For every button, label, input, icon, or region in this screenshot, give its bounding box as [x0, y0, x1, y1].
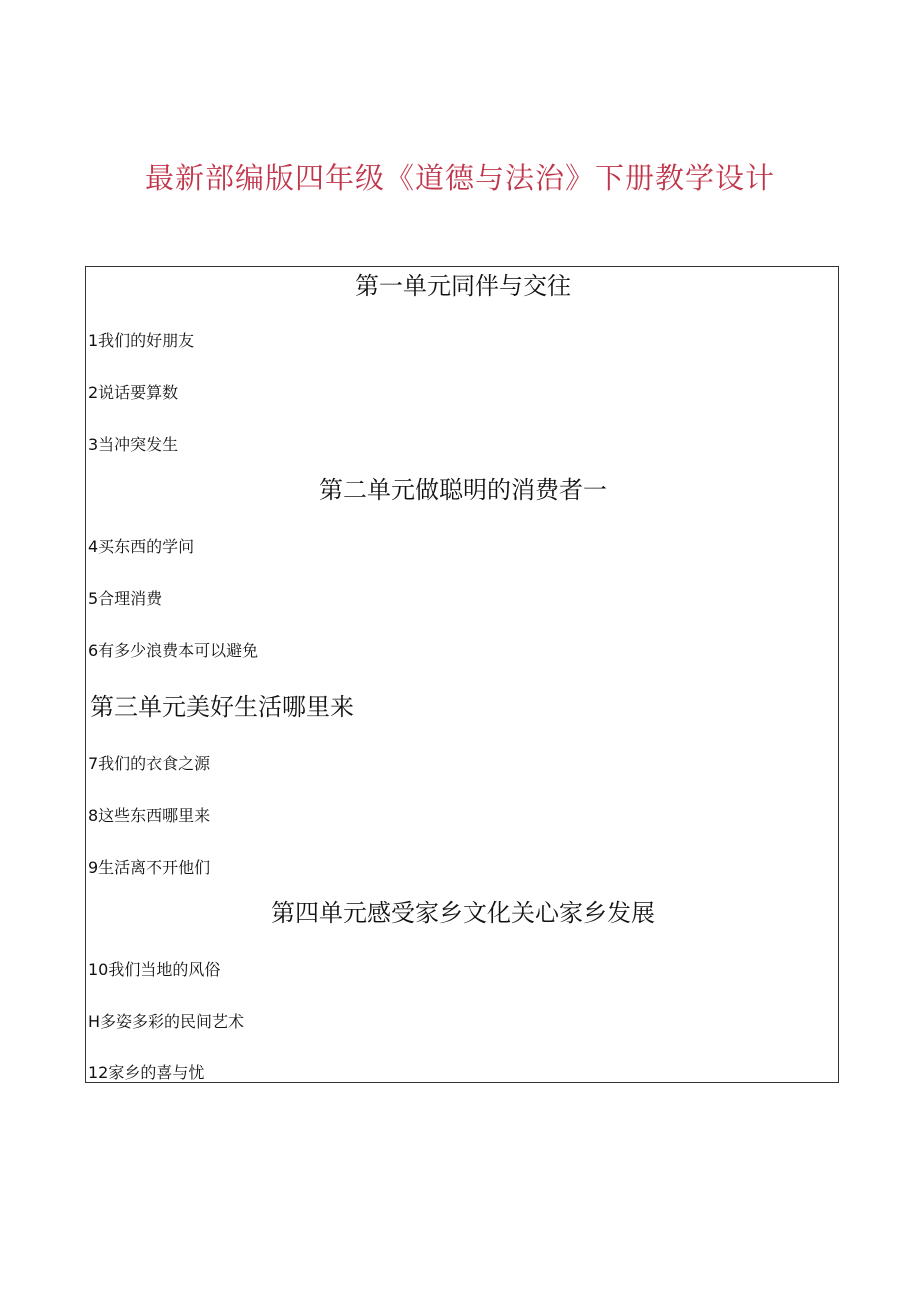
lesson-1: 1我们的好朋友	[88, 331, 195, 350]
lesson-7: 7我们的衣食之源	[88, 754, 211, 773]
lesson-10: 10我们当地的风俗	[88, 960, 221, 979]
lesson-5: 5合理消费	[88, 589, 163, 608]
lesson-9: 9生活离不开他们	[88, 858, 211, 877]
unit-3-heading: 第三单元美好生活哪里来	[90, 693, 354, 721]
lesson-3: 3当冲突发生	[88, 435, 179, 454]
unit-4-heading: 第四单元感受家乡文化关心家乡发展	[271, 899, 655, 927]
lesson-4: 4买东西的学问	[88, 537, 195, 556]
lesson-12: 12家乡的喜与忧	[88, 1063, 205, 1082]
unit-2-heading: 第二单元做聪明的消费者一	[319, 476, 607, 504]
table-of-contents	[85, 266, 839, 1083]
unit-1-heading: 第一单元同伴与交往	[355, 272, 571, 300]
document-title: 最新部编版四年级《道德与法治》下册教学设计	[144, 161, 775, 195]
lesson-11: H多姿多彩的民间艺术	[88, 1012, 245, 1031]
lesson-8: 8这些东西哪里来	[88, 806, 211, 825]
lesson-2: 2说话要算数	[88, 383, 179, 402]
lesson-6: 6有多少浪费本可以避免	[88, 641, 259, 660]
